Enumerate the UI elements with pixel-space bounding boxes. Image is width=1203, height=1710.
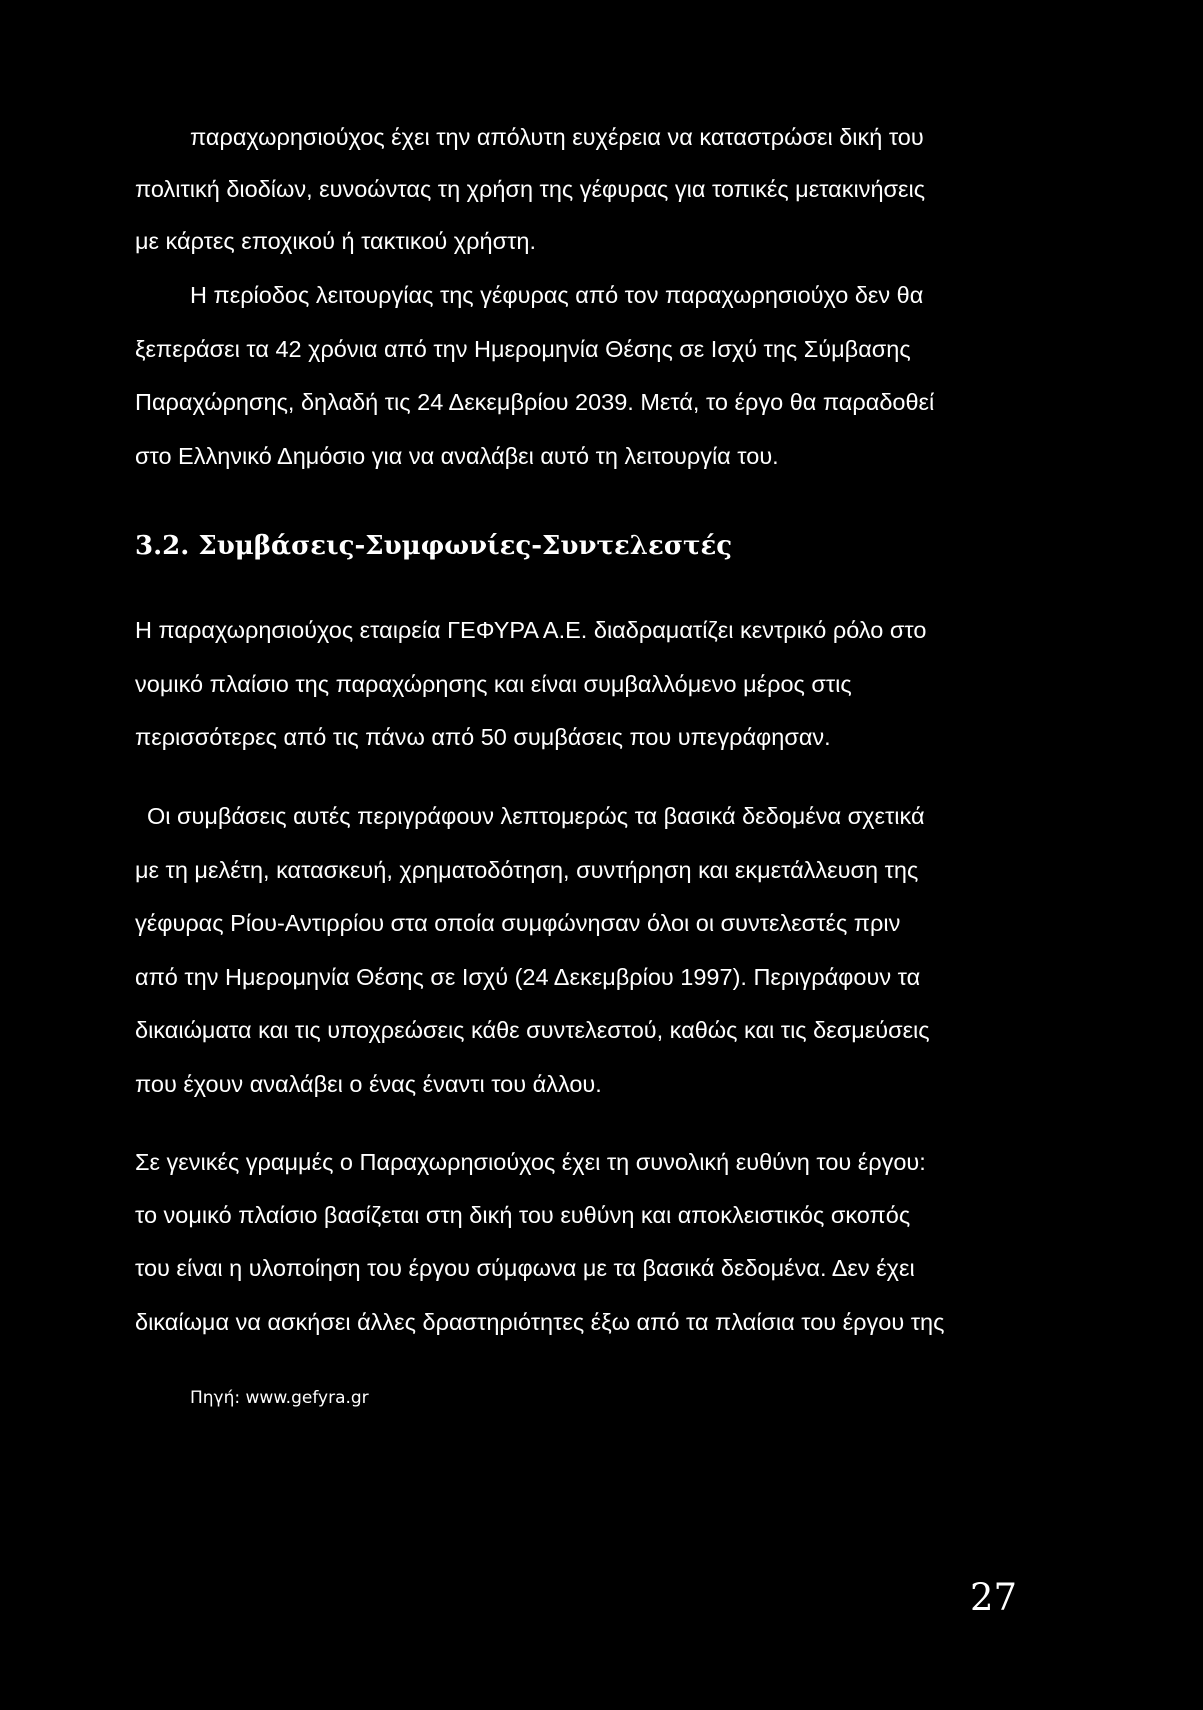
paragraph-line: το νομικό πλαίσιο βασίζεται στη δική του ευθύνη και αποκλειστικός σκοπός [135, 1202, 911, 1228]
paragraph-line: παραχωρησιούχος έχει την απόλυτη ευχέρεια να καταστρώσει δική του [190, 124, 924, 150]
paragraph-line: που έχουν αναλάβει ο ένας έναντι του άλλου. [135, 1071, 602, 1097]
paragraph-line: του είναι η υλοποίηση του έργου σύμφωνα με τα βασικά δεδομένα. Δεν έχει [135, 1255, 915, 1281]
paragraph-line: περισσότερες από τις πάνω από 50 συμβάσεις που υπεγράφησαν. [135, 724, 831, 750]
paragraph-line: πολιτική διοδίων, ευνοώντας τη χρήση της γέφυρας για τοπικές μετακινήσεις [135, 176, 926, 202]
paragraph-line: δικαίωμα να ασκήσει άλλες δραστηριότητες έξω από τα πλαίσια του έργου της [135, 1309, 945, 1335]
paragraph-line: στο Ελληνικό Δημόσιο για να αναλάβει αυτό τη λειτουργία του. [135, 443, 779, 469]
paragraph-line: από την Ημερομηνία Θέσης σε Ισχύ (24 Δεκεμβρίου 1997). Περιγράφουν τα [135, 964, 921, 990]
paragraph-line: Σε γενικές γραμμές ο Παραχωρησιούχος έχει τη συνολική ευθύνη του έργου: [135, 1149, 926, 1175]
paragraph-line: νομικό πλαίσιο της παραχώρησης και είναι συμβαλλόμενο μέρος στις [135, 671, 852, 697]
paragraph-line: δικαιώματα και τις υποχρεώσεις κάθε συντελεστού, καθώς και τις δεσμεύσεις [135, 1017, 930, 1043]
page-number: 27 [970, 1576, 1018, 1619]
paragraph-line: Η περίοδος λειτουργίας της γέφυρας από τον παραχωρησιούχο δεν θα [190, 282, 924, 308]
paragraph-line: γέφυρας Ρίου-Αντιρρίου στα οποία συμφώνησαν όλοι οι συντελεστές πριν [135, 910, 901, 936]
paragraph-line: με τη μελέτη, κατασκευή, χρηματοδότηση, συντήρηση και εκμετάλλευση της [135, 857, 919, 883]
paragraph-line: Η παραχωρησιούχος εταιρεία ΓΕΦΥΡΑ Α.Ε. διαδραματίζει κεντρικό ρόλο στο [135, 617, 927, 643]
paragraph-line: Παραχώρησης, δηλαδή τις 24 Δεκεμβρίου 2039. Μετά, το έργο θα παραδοθεί [135, 389, 935, 415]
source-note: Πηγή: www.gefyra.gr [190, 1388, 369, 1408]
paragraph-line: με κάρτες εποχικού ή τακτικού χρήστη. [135, 228, 536, 254]
paragraph-line: Οι συμβάσεις αυτές περιγράφουν λεπτομερώς τα βασικά δεδομένα σχετικά [147, 803, 925, 829]
section-heading: 3.2. Συμβάσεις-Συμφωνίες-Συντελεστές [135, 531, 733, 561]
paragraph-line: ξεπεράσει τα 42 χρόνια από την Ημερομηνία Θέσης σε Ισχύ της Σύμβασης [135, 336, 911, 362]
